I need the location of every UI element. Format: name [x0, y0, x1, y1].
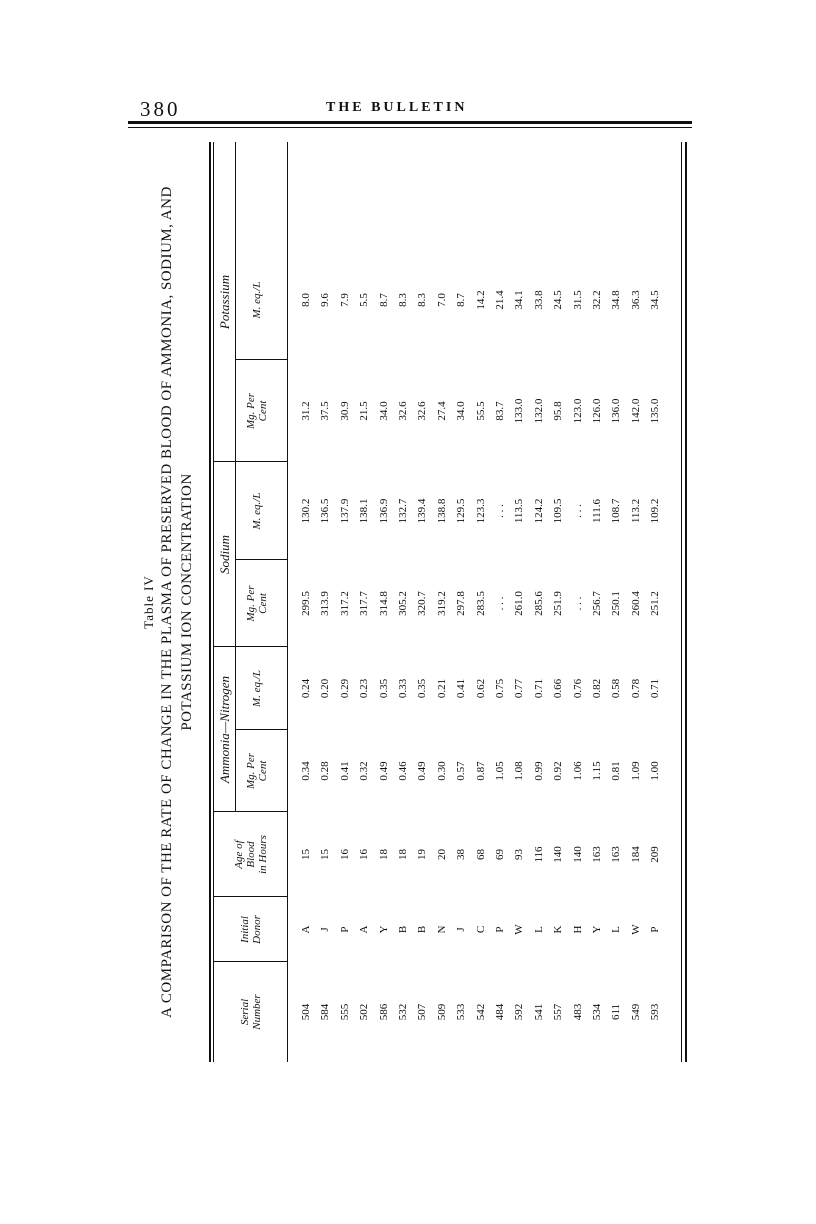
table-top-rule-inner — [213, 142, 214, 1062]
table-row — [646, 142, 665, 1062]
cell-potassium-mg-per-cent: 21.5 — [358, 401, 371, 421]
cell-ammonia-meq-per-l: 0.41 — [455, 678, 468, 699]
cell-ammonia-meq-per-l: 0.29 — [338, 678, 351, 699]
cell-age-hours: 38 — [455, 849, 468, 860]
cell-initial-donor: B — [416, 925, 429, 934]
cell-initial-donor: W — [513, 924, 526, 935]
cell-sodium-meq-per-l: 132.7 — [397, 498, 409, 524]
cell-serial-number: 541 — [532, 1003, 545, 1021]
cell-ammonia-mg-per-cent: 1.15 — [591, 761, 603, 781]
group-ammonia-nitrogen: Ammonia—Nitrogen — [217, 675, 232, 784]
cell-serial-number: 592 — [513, 1003, 526, 1021]
cell-potassium-meq-per-l: 8.0 — [300, 293, 312, 307]
cell-potassium-mg-per-cent: 34.0 — [377, 401, 390, 421]
cell-sodium-meq-per-l: 138.8 — [435, 498, 448, 524]
cell-sodium-mg-per-cent: 313.9 — [319, 591, 332, 616]
header-rule-thin — [128, 127, 692, 128]
cell-potassium-mg-per-cent: 55.5 — [474, 401, 487, 421]
cell-potassium-meq-per-l: 8.7 — [455, 293, 468, 307]
table-row — [627, 142, 646, 1062]
cell-ammonia-mg-per-cent: 0.34 — [300, 761, 312, 781]
cell-ammonia-mg-per-cent: 0.57 — [455, 761, 468, 781]
cell-initial-donor: J — [455, 927, 468, 932]
cell-age-hours: 184 — [629, 846, 642, 863]
page-number: 380 — [140, 97, 181, 121]
cell-potassium-mg-per-cent: 142.0 — [629, 398, 642, 424]
table-row — [394, 142, 413, 1062]
cell-potassium-mg-per-cent: 83.7 — [494, 401, 506, 421]
cell-potassium-meq-per-l: 14.2 — [474, 290, 487, 310]
table-row — [588, 142, 607, 1062]
table-bottom-rule-inner — [685, 142, 687, 1062]
cell-serial-number: 504 — [300, 1003, 312, 1021]
cell-potassium-mg-per-cent: 135.0 — [649, 398, 662, 424]
cell-potassium-meq-per-l: 24.5 — [552, 290, 565, 310]
col-head-age-of-blood: Age of Blood in Hours — [233, 835, 269, 874]
cell-potassium-meq-per-l: 34.5 — [649, 290, 662, 310]
cell-ammonia-mg-per-cent: 0.30 — [435, 761, 448, 781]
cell-potassium-mg-per-cent: 133.0 — [513, 398, 526, 424]
table-row — [355, 142, 374, 1062]
cell-sodium-mg-per-cent: 251.9 — [552, 591, 565, 616]
cell-potassium-meq-per-l: 8.7 — [377, 293, 390, 307]
cell-initial-donor: B — [397, 925, 409, 934]
cell-sodium-mg-per-cent: 285.6 — [532, 591, 545, 616]
cell-ammonia-meq-per-l: 0.82 — [591, 678, 603, 699]
cell-age-hours: 209 — [649, 846, 662, 863]
col-head-potassium-mg: Mg. Per Cent — [245, 392, 269, 430]
cell-potassium-meq-per-l: 7.0 — [435, 293, 448, 307]
cell-ammonia-meq-per-l: 0.35 — [416, 678, 429, 699]
cell-sodium-mg-per-cent: 305.2 — [397, 591, 409, 616]
cell-serial-number: 586 — [377, 1003, 390, 1021]
cell-initial-donor: A — [300, 925, 312, 934]
cell-potassium-mg-per-cent: 30.9 — [338, 401, 351, 421]
cell-potassium-mg-per-cent: 32.6 — [416, 401, 429, 421]
cell-ammonia-meq-per-l: 0.33 — [397, 678, 409, 699]
cell-age-hours: 140 — [571, 846, 584, 863]
cell-potassium-mg-per-cent: 95.8 — [552, 401, 565, 421]
table-row — [336, 142, 355, 1062]
cell-potassium-mg-per-cent: 123.0 — [571, 398, 584, 424]
cell-age-hours: 68 — [474, 849, 487, 860]
table-caption-line-2: POTASSIUM ION CONCENTRATION — [179, 473, 195, 731]
cell-sodium-mg-per-cent: 299.5 — [300, 591, 312, 616]
cell-ammonia-mg-per-cent: 1.00 — [649, 761, 662, 781]
cell-ammonia-mg-per-cent: 0.99 — [532, 761, 545, 781]
cell-initial-donor: A — [358, 925, 371, 934]
cell-sodium-mg-per-cent: 314.8 — [377, 591, 390, 616]
cell-potassium-mg-per-cent: 132.0 — [532, 398, 545, 424]
cell-sodium-mg-per-cent: 319.2 — [435, 591, 448, 616]
table-row — [452, 142, 471, 1062]
cell-initial-donor: P — [494, 926, 506, 933]
cell-sodium-meq-per-l: 129.5 — [455, 498, 468, 524]
cell-sodium-mg-per-cent: . . . — [571, 596, 584, 611]
col-head-ammonia-mg: Mg. Per Cent — [245, 752, 269, 790]
cell-age-hours: 18 — [397, 849, 409, 860]
cell-serial-number: 542 — [474, 1003, 487, 1021]
cell-serial-number: 593 — [649, 1003, 662, 1021]
cell-sodium-meq-per-l: . . . — [494, 504, 506, 518]
rotated-table-block — [135, 142, 695, 1062]
table-top-rule — [209, 142, 211, 1062]
cell-initial-donor: K — [552, 925, 565, 934]
cell-serial-number: 484 — [494, 1003, 506, 1021]
cell-sodium-mg-per-cent: 317.7 — [358, 591, 371, 616]
cell-sodium-mg-per-cent: 260.4 — [629, 591, 642, 616]
cell-sodium-meq-per-l: 123.3 — [474, 498, 487, 524]
table-row — [569, 142, 588, 1062]
cell-ammonia-mg-per-cent: 0.41 — [338, 761, 351, 781]
cell-potassium-meq-per-l: 7.9 — [338, 293, 351, 307]
cell-serial-number: 502 — [358, 1003, 371, 1021]
cell-initial-donor: W — [629, 924, 642, 935]
cell-initial-donor: J — [319, 927, 332, 932]
cell-sodium-mg-per-cent: 256.7 — [591, 591, 603, 616]
cell-initial-donor: N — [435, 925, 448, 934]
cell-sodium-mg-per-cent: . . . — [494, 596, 506, 611]
cell-ammonia-mg-per-cent: 1.09 — [629, 761, 642, 781]
cell-potassium-mg-per-cent: 27.4 — [435, 401, 448, 421]
cell-serial-number: 549 — [629, 1003, 642, 1021]
cell-potassium-mg-per-cent: 136.0 — [610, 398, 623, 424]
cell-ammonia-meq-per-l: 0.62 — [474, 678, 487, 699]
header-bottom-rule — [287, 142, 288, 1062]
cell-ammonia-meq-per-l: 0.58 — [610, 678, 623, 699]
cell-ammonia-meq-per-l: 0.75 — [494, 678, 506, 699]
cell-ammonia-meq-per-l: 0.76 — [571, 678, 584, 699]
cell-ammonia-meq-per-l: 0.35 — [377, 678, 390, 699]
cell-age-hours: 140 — [552, 846, 565, 863]
cell-potassium-mg-per-cent: 32.6 — [397, 401, 409, 421]
cell-sodium-meq-per-l: 136.9 — [377, 498, 390, 524]
cell-serial-number: 533 — [455, 1003, 468, 1021]
table-row — [607, 142, 626, 1062]
group-underline — [235, 142, 236, 812]
cell-ammonia-meq-per-l: 0.77 — [513, 678, 526, 699]
cell-ammonia-meq-per-l: 0.21 — [435, 678, 448, 699]
col-head-serial-number: Serial Number — [239, 994, 263, 1030]
cell-ammonia-mg-per-cent: 0.46 — [397, 761, 409, 781]
cell-sodium-meq-per-l: 139.4 — [416, 498, 429, 524]
cell-initial-donor: H — [571, 925, 584, 934]
table-row — [413, 142, 432, 1062]
table-row — [316, 142, 335, 1062]
table-row — [510, 142, 529, 1062]
cell-age-hours: 93 — [513, 849, 526, 860]
cell-sodium-meq-per-l: 130.2 — [300, 498, 312, 524]
cell-sodium-mg-per-cent: 317.2 — [338, 591, 351, 616]
cell-potassium-meq-per-l: 32.2 — [591, 290, 603, 310]
cell-serial-number: 557 — [552, 1003, 565, 1021]
cell-initial-donor: L — [610, 926, 623, 933]
cell-serial-number: 483 — [571, 1003, 584, 1021]
cell-ammonia-mg-per-cent: 0.32 — [358, 761, 371, 781]
cell-ammonia-mg-per-cent: 0.49 — [377, 761, 390, 781]
table-row — [297, 142, 316, 1062]
cell-sodium-meq-per-l: 137.9 — [338, 498, 351, 524]
cell-age-hours: 116 — [532, 846, 545, 863]
cell-ammonia-mg-per-cent: 0.49 — [416, 761, 429, 781]
col-head-potassium-meq: M. eq./L — [251, 281, 263, 319]
table-bottom-rule — [681, 142, 682, 1062]
cell-serial-number: 532 — [397, 1003, 409, 1021]
cell-sodium-meq-per-l: 113.2 — [629, 498, 642, 524]
cell-ammonia-mg-per-cent: 0.87 — [474, 761, 487, 781]
col-head-sodium-meq: M. eq./L — [251, 492, 263, 530]
cell-sodium-meq-per-l: 109.2 — [649, 498, 662, 524]
cell-potassium-meq-per-l: 5.5 — [358, 293, 371, 307]
cell-initial-donor: P — [338, 926, 351, 933]
group-potassium: Potassium — [217, 274, 232, 330]
cell-initial-donor: Y — [377, 925, 390, 934]
cell-ammonia-meq-per-l: 0.71 — [532, 678, 545, 699]
cell-serial-number: 507 — [416, 1003, 429, 1021]
cell-sodium-meq-per-l: 124.2 — [532, 498, 545, 524]
cell-age-hours: 16 — [358, 849, 371, 860]
cell-ammonia-mg-per-cent: 1.08 — [513, 761, 526, 781]
cell-potassium-mg-per-cent: 37.5 — [319, 401, 332, 421]
cell-age-hours: 16 — [338, 849, 351, 860]
cell-serial-number: 611 — [610, 1003, 623, 1021]
table-row — [433, 142, 452, 1062]
cell-age-hours: 69 — [494, 849, 506, 860]
cell-sodium-meq-per-l: 138.1 — [358, 498, 371, 524]
cell-sodium-mg-per-cent: 250.1 — [610, 591, 623, 616]
cell-sodium-meq-per-l: 111.6 — [591, 499, 603, 523]
col-head-initial-donor: Initial Donor — [239, 915, 263, 944]
cell-initial-donor: C — [474, 925, 487, 934]
cell-potassium-mg-per-cent: 31.2 — [300, 401, 312, 421]
cell-potassium-meq-per-l: 33.8 — [532, 290, 545, 310]
header-rule-thick — [128, 121, 692, 124]
cell-ammonia-mg-per-cent: 1.06 — [571, 761, 584, 781]
cell-sodium-meq-per-l: 109.5 — [552, 498, 565, 524]
cell-ammonia-meq-per-l: 0.71 — [649, 678, 662, 699]
cell-ammonia-meq-per-l: 0.24 — [300, 678, 312, 699]
cell-sodium-mg-per-cent: 320.7 — [416, 591, 429, 616]
cell-age-hours: 163 — [610, 846, 623, 863]
cell-ammonia-mg-per-cent: 0.92 — [552, 761, 565, 781]
table-row — [530, 142, 549, 1062]
table-row — [491, 142, 510, 1062]
table-row — [549, 142, 568, 1062]
cell-potassium-meq-per-l: 9.6 — [319, 293, 332, 307]
cell-potassium-meq-per-l: 34.8 — [610, 290, 623, 310]
cell-serial-number: 509 — [435, 1003, 448, 1021]
cell-age-hours: 15 — [319, 849, 332, 860]
cell-sodium-mg-per-cent: 283.5 — [474, 591, 487, 616]
cell-sodium-meq-per-l: 113.5 — [513, 498, 526, 524]
cell-potassium-meq-per-l: 31.5 — [571, 290, 584, 310]
running-head: THE BULLETIN — [326, 100, 468, 115]
table-label: Table IV — [141, 575, 156, 629]
cell-initial-donor: L — [532, 926, 545, 933]
cell-sodium-mg-per-cent: 251.2 — [649, 591, 662, 616]
cell-ammonia-meq-per-l: 0.23 — [358, 678, 371, 699]
cell-potassium-meq-per-l: 21.4 — [494, 290, 506, 310]
cell-sodium-meq-per-l: 108.7 — [610, 498, 623, 524]
col-head-sodium-mg: Mg. Per Cent — [245, 585, 269, 622]
table-row — [472, 142, 491, 1062]
cell-ammonia-mg-per-cent: 1.05 — [494, 761, 506, 781]
cell-serial-number: 584 — [319, 1003, 332, 1021]
cell-serial-number: 555 — [338, 1003, 351, 1021]
cell-ammonia-meq-per-l: 0.20 — [319, 678, 332, 699]
cell-initial-donor: Y — [591, 925, 603, 934]
group-sodium: Sodium — [217, 535, 232, 574]
col-head-ammonia-meq: M. eq./L — [251, 670, 263, 707]
table-row — [375, 142, 394, 1062]
cell-age-hours: 20 — [435, 849, 448, 860]
cell-potassium-mg-per-cent: 34.0 — [455, 401, 468, 421]
cell-sodium-meq-per-l: 136.5 — [319, 498, 332, 524]
cell-age-hours: 163 — [591, 846, 603, 863]
cell-initial-donor: P — [649, 926, 662, 933]
cell-ammonia-mg-per-cent: 0.81 — [610, 761, 623, 781]
cell-potassium-meq-per-l: 36.3 — [629, 290, 642, 310]
cell-serial-number: 534 — [591, 1003, 603, 1021]
cell-age-hours: 18 — [377, 849, 390, 860]
cell-ammonia-meq-per-l: 0.78 — [629, 678, 642, 699]
cell-ammonia-mg-per-cent: 0.28 — [319, 761, 332, 781]
cell-age-hours: 15 — [300, 849, 312, 860]
cell-potassium-meq-per-l: 8.3 — [416, 293, 429, 307]
cell-potassium-mg-per-cent: 126.0 — [591, 398, 603, 424]
cell-sodium-mg-per-cent: 297.8 — [455, 591, 468, 616]
cell-potassium-meq-per-l: 8.3 — [397, 293, 409, 307]
cell-age-hours: 19 — [416, 849, 429, 860]
cell-sodium-meq-per-l: . . . — [571, 504, 584, 518]
cell-sodium-mg-per-cent: 261.0 — [513, 591, 526, 616]
table-caption-line-1: A COMPARISON OF THE RATE OF CHANGE IN THE PLASMA OF PRESERVED BLOOD OF AMMONIA, SODIUM, AND — [159, 186, 175, 1018]
cell-ammonia-meq-per-l: 0.66 — [552, 678, 565, 699]
cell-potassium-meq-per-l: 34.1 — [513, 290, 526, 310]
